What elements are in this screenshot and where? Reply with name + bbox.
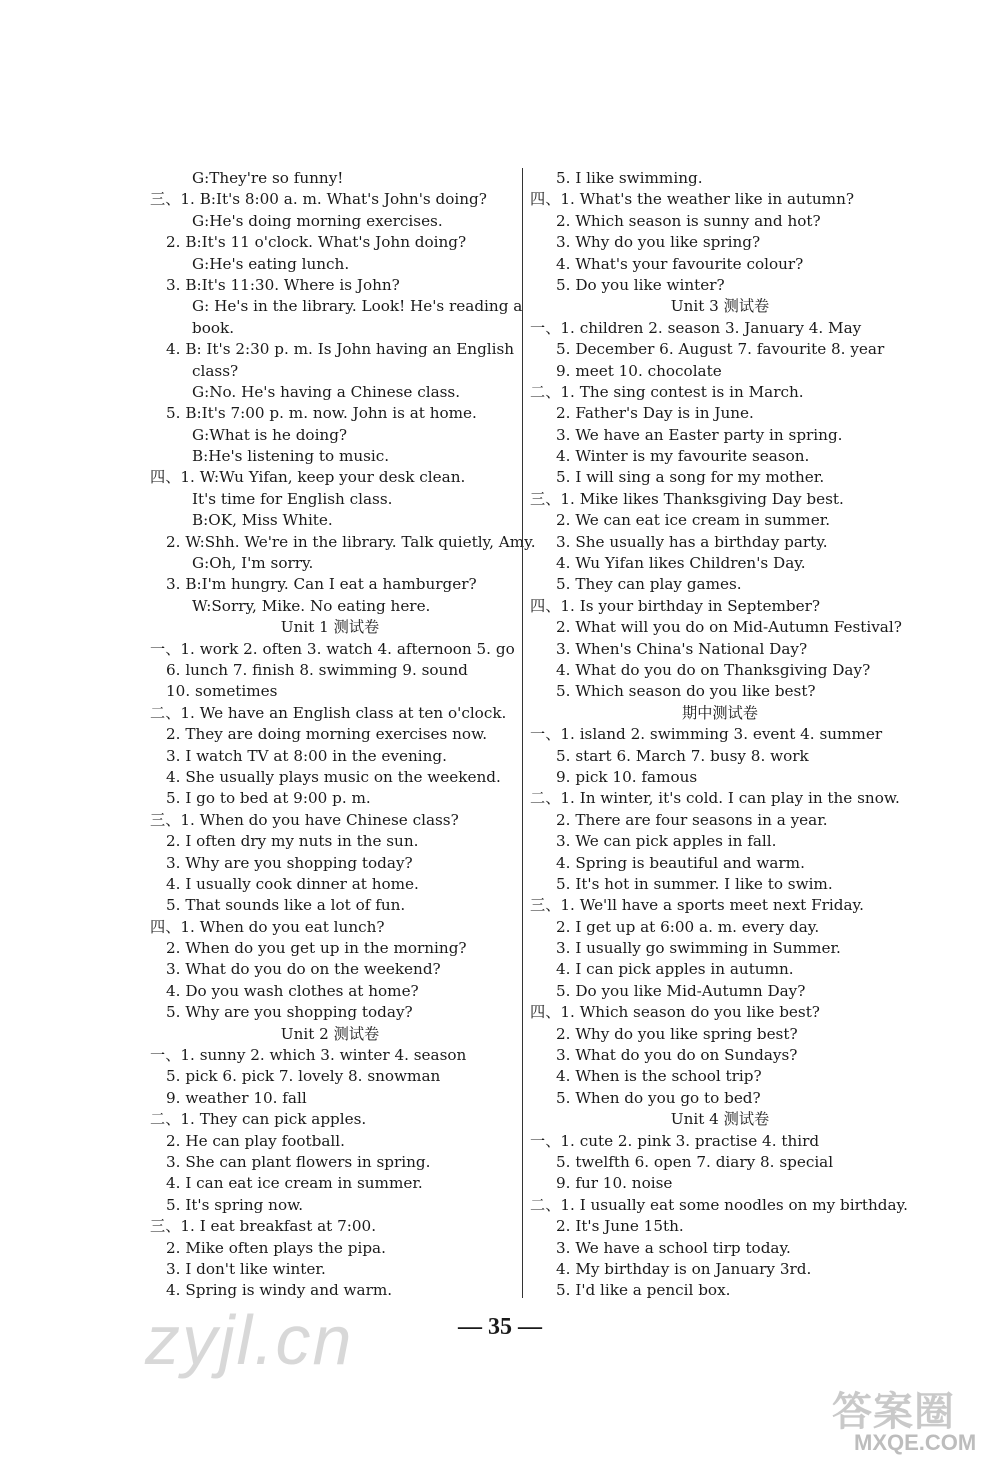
- page-number: — 35 —: [458, 1314, 542, 1340]
- answer-line: 一、1. work 2. often 3. watch 4. afternoon 5. go: [150, 639, 515, 658]
- answer-line: G:Oh, I'm sorry.: [192, 554, 314, 573]
- answer-line: It's time for English class.: [192, 489, 393, 508]
- answer-line: 4. Do you wash clothes at home?: [166, 981, 419, 1000]
- answer-line: 4. My birthday is on January 3rd.: [556, 1259, 812, 1278]
- answer-line: 3. When's China's National Day?: [556, 639, 808, 658]
- answer-line: 4. Wu Yifan likes Children's Day.: [556, 554, 806, 573]
- answer-line: 5. Do you like Mid-Autumn Day?: [556, 981, 806, 1000]
- answer-line: 5. I go to bed at 9:00 p. m.: [166, 789, 371, 808]
- answer-line: 3. Why do you like spring?: [556, 233, 761, 252]
- answer-line: 5. It's spring now.: [166, 1195, 304, 1214]
- answer-line: 三、1. B:It's 8:00 a. m. What's John's doing?: [150, 190, 487, 209]
- section-heading: 期中测试卷: [682, 703, 758, 722]
- answer-line: 9. meet 10. chocolate: [556, 361, 722, 380]
- answer-line: 4. I usually cook dinner at home.: [166, 874, 419, 893]
- answer-line: B:OK, Miss White.: [192, 511, 333, 530]
- answer-line: 三、1. I eat breakfast at 7:00.: [150, 1217, 377, 1236]
- answer-line: G:He's doing morning exercises.: [192, 211, 443, 230]
- answer-line: 四、1. Which season do you like best?: [530, 1003, 820, 1022]
- answer-line: 5. I will sing a song for my mother.: [556, 468, 825, 487]
- watermark-cn-text: 答案圈: [832, 1389, 955, 1435]
- answer-line: 6. lunch 7. finish 8. swimming 9. sound: [166, 660, 468, 679]
- answer-line: 5. pick 6. pick 7. lovely 8. snowman: [166, 1067, 441, 1086]
- answer-line: class?: [192, 361, 239, 380]
- section-heading: Unit 3 测试卷: [670, 297, 770, 316]
- answer-line: 2. Why do you like spring best?: [556, 1024, 798, 1043]
- answer-line: 4. Spring is beautiful and warm.: [556, 853, 805, 872]
- answer-line: G:He's eating lunch.: [192, 254, 350, 273]
- answer-line: 2. I often dry my nuts in the sun.: [166, 832, 419, 851]
- answer-line: 一、1. sunny 2. which 3. winter 4. season: [150, 1046, 467, 1065]
- answer-line: 4. Spring is windy and warm.: [166, 1281, 393, 1300]
- answer-line: 3. I don't like winter.: [166, 1259, 326, 1278]
- answer-line: 2. We can eat ice cream in summer.: [556, 511, 831, 530]
- answer-line: 3. I watch TV at 8:00 in the evening.: [166, 746, 447, 765]
- answer-line: 5. start 6. March 7. busy 8. work: [556, 746, 809, 765]
- section-heading: Unit 1 测试卷: [280, 618, 380, 637]
- answer-line: 2. Which season is sunny and hot?: [556, 211, 821, 230]
- answer-line: 2. It's June 15th.: [556, 1217, 684, 1236]
- answer-line: 4. B: It's 2:30 p. m. Is John having an English: [166, 340, 515, 359]
- answer-line: 2. What will you do on Mid-Autumn Festival?: [556, 618, 902, 637]
- answer-line: book.: [192, 318, 235, 337]
- answer-line: 5. When do you go to bed?: [556, 1088, 761, 1107]
- answer-line: 二、1. In winter, it's cold. I can play in the snow.: [530, 789, 900, 808]
- answer-line: 10. sometimes: [166, 682, 278, 701]
- answer-line: B:He's listening to music.: [192, 447, 390, 466]
- answer-line: 5. That sounds like a lot of fun.: [166, 896, 406, 915]
- answer-line: 9. fur 10. noise: [556, 1174, 673, 1193]
- answer-line: 3. She can plant flowers in spring.: [166, 1152, 431, 1171]
- answer-line: 2. W:Shh. We're in the library. Talk quietly, Amy.: [166, 532, 536, 551]
- left-column: [140, 168, 536, 1302]
- answer-line: 2. I get up at 6:00 a. m. every day.: [556, 917, 820, 936]
- answer-line: 三、1. We'll have a sports meet next Friday.: [530, 896, 864, 915]
- section-heading: Unit 2 测试卷: [280, 1024, 380, 1043]
- watermark-url-text: MXQE.COM: [854, 1430, 977, 1455]
- answer-line: 2. Father's Day is in June.: [556, 404, 754, 423]
- answer-line: 5. B:It's 7:00 p. m. now. John is at home.: [166, 404, 477, 423]
- answer-line: W:Sorry, Mike. No eating here.: [192, 596, 431, 615]
- answer-line: 9. weather 10. fall: [166, 1088, 307, 1107]
- answer-line: 二、1. The sing contest is in March.: [530, 382, 804, 401]
- answer-line: 2. When do you get up in the morning?: [166, 939, 467, 958]
- answer-line: 一、1. cute 2. pink 3. practise 4. third: [530, 1131, 820, 1150]
- answer-line: 3. We have an Easter party in spring.: [556, 425, 843, 444]
- answer-line: 3. We can pick apples in fall.: [556, 832, 777, 851]
- section-heading: Unit 4 测试卷: [670, 1110, 770, 1129]
- answer-line: 5. December 6. August 7. favourite 8. year: [556, 340, 885, 359]
- answer-line: 3. We have a school tirp today.: [556, 1238, 791, 1257]
- answer-line: 2. They are doing morning exercises now.: [166, 725, 488, 744]
- answer-line: 3. B:It's 11:30. Where is John?: [166, 275, 400, 294]
- answer-line: G:What is he doing?: [192, 425, 348, 444]
- answer-line: 四、1. When do you eat lunch?: [150, 917, 385, 936]
- answer-line: G:They're so funny!: [192, 169, 344, 187]
- answer-line: 9. pick 10. famous: [556, 767, 698, 786]
- answer-line: 5. I'd like a pencil box.: [556, 1281, 731, 1300]
- answer-line: 5. Why are you shopping today?: [166, 1003, 413, 1022]
- answer-line: 四、1. What's the weather like in autumn?: [530, 190, 854, 209]
- watermark-zyjl: zyjl.cn: [145, 1301, 354, 1379]
- answer-line: 四、1. Is your birthday in September?: [530, 596, 821, 615]
- answer-line: 5. It's hot in summer. I like to swim.: [556, 874, 833, 893]
- watermark-mxqe: [830, 1380, 1000, 1471]
- answer-line: 3. She usually has a birthday party.: [556, 532, 828, 551]
- answer-line: 二、1. I usually eat some noodles on my birthday.: [530, 1195, 908, 1214]
- answer-line: 5. They can play games.: [556, 575, 742, 594]
- answer-line: G:No. He's having a Chinese class.: [192, 382, 461, 401]
- answer-line: 5. Which season do you like best?: [556, 682, 816, 701]
- answer-line: 三、1. Mike likes Thanksgiving Day best.: [530, 489, 844, 508]
- answer-line: 4. I can eat ice cream in summer.: [166, 1174, 423, 1193]
- answer-line: 2. He can play football.: [166, 1131, 345, 1150]
- answer-line: 一、1. children 2. season 3. January 4. May: [530, 318, 862, 337]
- answer-line: 二、1. We have an English class at ten o'clock.: [150, 703, 507, 722]
- column-divider: [522, 168, 523, 1298]
- answer-line: 4. Winter is my favourite season.: [556, 447, 810, 466]
- answer-line: 四、1. W:Wu Yifan, keep your desk clean.: [150, 468, 466, 487]
- answer-line: 5. I like swimming.: [556, 169, 703, 187]
- answer-line: 3. What do you do on the weekend?: [166, 960, 441, 979]
- answer-line: 一、1. island 2. swimming 3. event 4. summer: [530, 725, 883, 744]
- answer-line: 5. twelfth 6. open 7. diary 8. special: [556, 1152, 834, 1171]
- answer-line: 2. Mike often plays the pipa.: [166, 1238, 386, 1257]
- answer-line: 4. She usually plays music on the weekend.: [166, 767, 501, 786]
- answer-line: 4. I can pick apples in autumn.: [556, 960, 794, 979]
- answer-line: G: He's in the library. Look! He's reading a: [192, 297, 523, 316]
- answer-line: 3. What do you do on Sundays?: [556, 1046, 798, 1065]
- answer-line: 4. What do you do on Thanksgiving Day?: [556, 660, 871, 679]
- answer-line: 三、1. When do you have Chinese class?: [150, 810, 459, 829]
- answer-line: 3. I usually go swimming in Summer.: [556, 939, 841, 958]
- answer-line: 5. Do you like winter?: [556, 275, 725, 294]
- answer-line: 2. There are four seasons in a year.: [556, 810, 828, 829]
- answer-line: 4. When is the school trip?: [556, 1067, 762, 1086]
- answer-line: 4. What's your favourite colour?: [556, 254, 804, 273]
- answer-line: 二、1. They can pick apples.: [150, 1110, 367, 1129]
- answer-line: 3. B:I'm hungry. Can I eat a hamburger?: [166, 575, 477, 594]
- right-column: [530, 168, 910, 1302]
- answer-line: 2. B:It's 11 o'clock. What's John doing?: [166, 233, 467, 252]
- answer-line: 3. Why are you shopping today?: [166, 853, 413, 872]
